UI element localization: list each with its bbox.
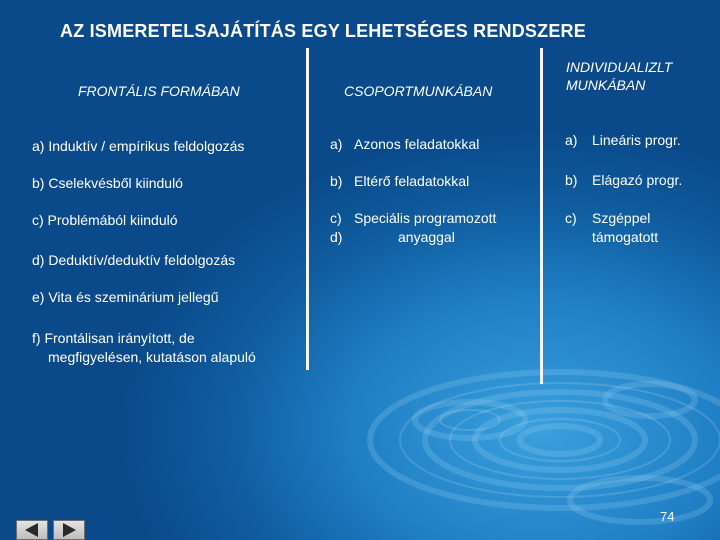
individual-item-marker: b) [565,172,578,188]
group-item-marker: c) [330,210,342,226]
group-item-text: Eltérő feladatokkal [354,173,470,189]
individual-item-text: Szgéppel [592,210,651,226]
group-item [330,228,455,247]
individual-item [565,171,682,190]
previous-slide-button[interactable] [16,520,48,540]
column-heading-frontal: FRONTÁLIS FORMÁBAN [78,83,240,99]
frontal-item: b) Cselekvésből kiinduló [32,175,183,191]
frontal-item: d) Deduktív/deduktív feldolgozás [32,252,236,268]
page-number: 74 [660,509,675,524]
individual-item-continuation: támogatott [592,229,659,245]
column-heading-individual-line1: INDIVIDUALIZLT [566,59,673,75]
slide-title: AZ ISMERETELSAJÁTÍTÁS EGY LEHETSÉGES RENDSZERE [60,21,586,41]
column-heading-individual-line2: MUNKÁBAN [566,77,646,93]
column-divider-right [540,48,543,384]
frontal-item: c) Problémából kiinduló [32,212,178,228]
individual-item [565,131,681,150]
column-heading-individual [566,58,716,94]
group-item-text: Azonos feladatokkal [354,136,480,152]
group-item [330,135,479,154]
group-item [330,209,496,228]
individual-item-marker: a) [565,132,578,148]
column-heading-group: CSOPORTMUNKÁBAN [344,83,493,99]
next-slide-button[interactable] [53,520,85,540]
column-divider-left [306,48,309,370]
group-item-marker: a) [330,136,343,152]
triangle-right-icon [54,521,84,539]
individual-item-text: Lineáris progr. [592,132,681,148]
group-item-marker: d) [330,229,343,245]
frontal-item: e) Vita és szeminárium jellegű [32,289,219,305]
individual-item-marker: c) [565,210,577,226]
frontal-item-continuation: megfigyelésen, kutatáson alapuló [48,349,256,365]
group-item-marker: b) [330,173,343,189]
frontal-item: a) Induktív / empírikus feldolgozás [32,138,245,154]
group-item-text: Speciális programozott [354,210,497,226]
individual-item-text: Elágazó progr. [592,172,683,188]
group-item-text: anyaggal [398,229,455,245]
triangle-left-icon [17,521,47,539]
group-item [330,172,469,191]
individual-item [565,209,650,228]
frontal-item: f) Frontálisan irányított, de [32,330,195,346]
